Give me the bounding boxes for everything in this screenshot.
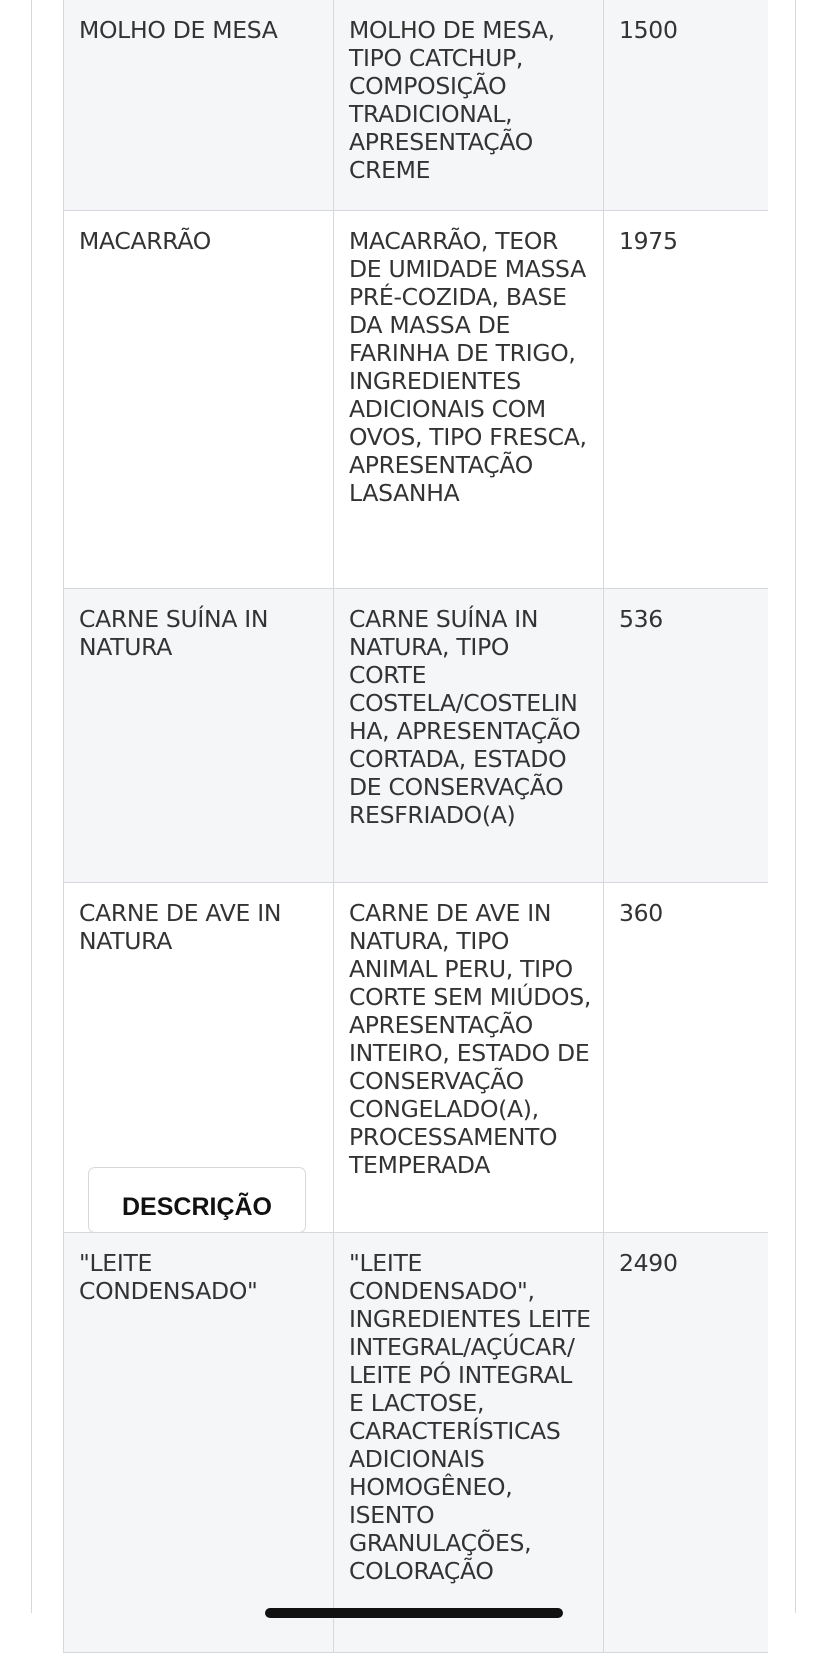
table-row — [64, 210, 768, 588]
item-name-cell: CARNE DE AVE IN NATURA — [64, 882, 334, 1232]
item-quantity-cell: 1975 — [604, 210, 768, 588]
tooltip-label: DESCRIÇÃO — [121, 1193, 272, 1221]
table-row — [64, 1232, 768, 1652]
items-table — [63, 0, 768, 1653]
table-row — [64, 0, 768, 210]
item-description-cell: MACARRÃO, TEOR DE UMIDADE MASSA PRÉ-COZIDA, BASE DA MASSA DE FARINHA DE TRIGO, INGREDIENTES ADICIONAIS COM OVOS, TIPO FRESCA, APRESENTAÇÃO LASANHA — [334, 210, 604, 588]
column-header-tooltip — [88, 1167, 306, 1233]
item-description-cell: MOLHO DE MESA, TIPO CATCHUP, COMPOSIÇÃO TRADICIONAL, APRESENTAÇÃO CREME — [334, 0, 604, 210]
item-quantity-cell: 1500 — [604, 0, 768, 210]
item-quantity-cell: 2490 — [604, 1232, 768, 1652]
home-indicator[interactable] — [265, 1608, 563, 1618]
item-description-cell: "LEITE CONDENSADO", INGREDIENTES LEITE INTEGRAL/AÇÚCAR/ LEITE PÓ INTEGRAL E LACTOSE, CARACTERÍSTICAS ADICIONAIS HOMOGÊNEO, ISENTO GRANULAÇÕES, COLORAÇÃO — [334, 1232, 604, 1652]
item-name-cell: MACARRÃO — [64, 210, 334, 588]
item-description-cell: CARNE DE AVE IN NATURA, TIPO ANIMAL PERU, TIPO CORTE SEM MIÚDOS, APRESENTAÇÃO INTEIRO, ESTADO DE CONSERVAÇÃO CONGELADO(A), PROCESSAMENTO TEMPERADA — [334, 882, 604, 1232]
item-name-cell: CARNE SUÍNA IN NATURA — [64, 588, 334, 882]
item-name-cell: MOLHO DE MESA — [64, 0, 334, 210]
item-description-cell: CARNE SUÍNA IN NATURA, TIPO CORTE COSTELA/COSTELINHA, APRESENTAÇÃO CORTADA, ESTADO DE CONSERVAÇÃO RESFRIADO(A) — [334, 588, 604, 882]
item-quantity-cell: 360 — [604, 882, 768, 1232]
item-quantity-cell: 536 — [604, 588, 768, 882]
table-row — [64, 588, 768, 882]
item-name-cell: "LEITE CONDENSADO" — [64, 1232, 334, 1652]
